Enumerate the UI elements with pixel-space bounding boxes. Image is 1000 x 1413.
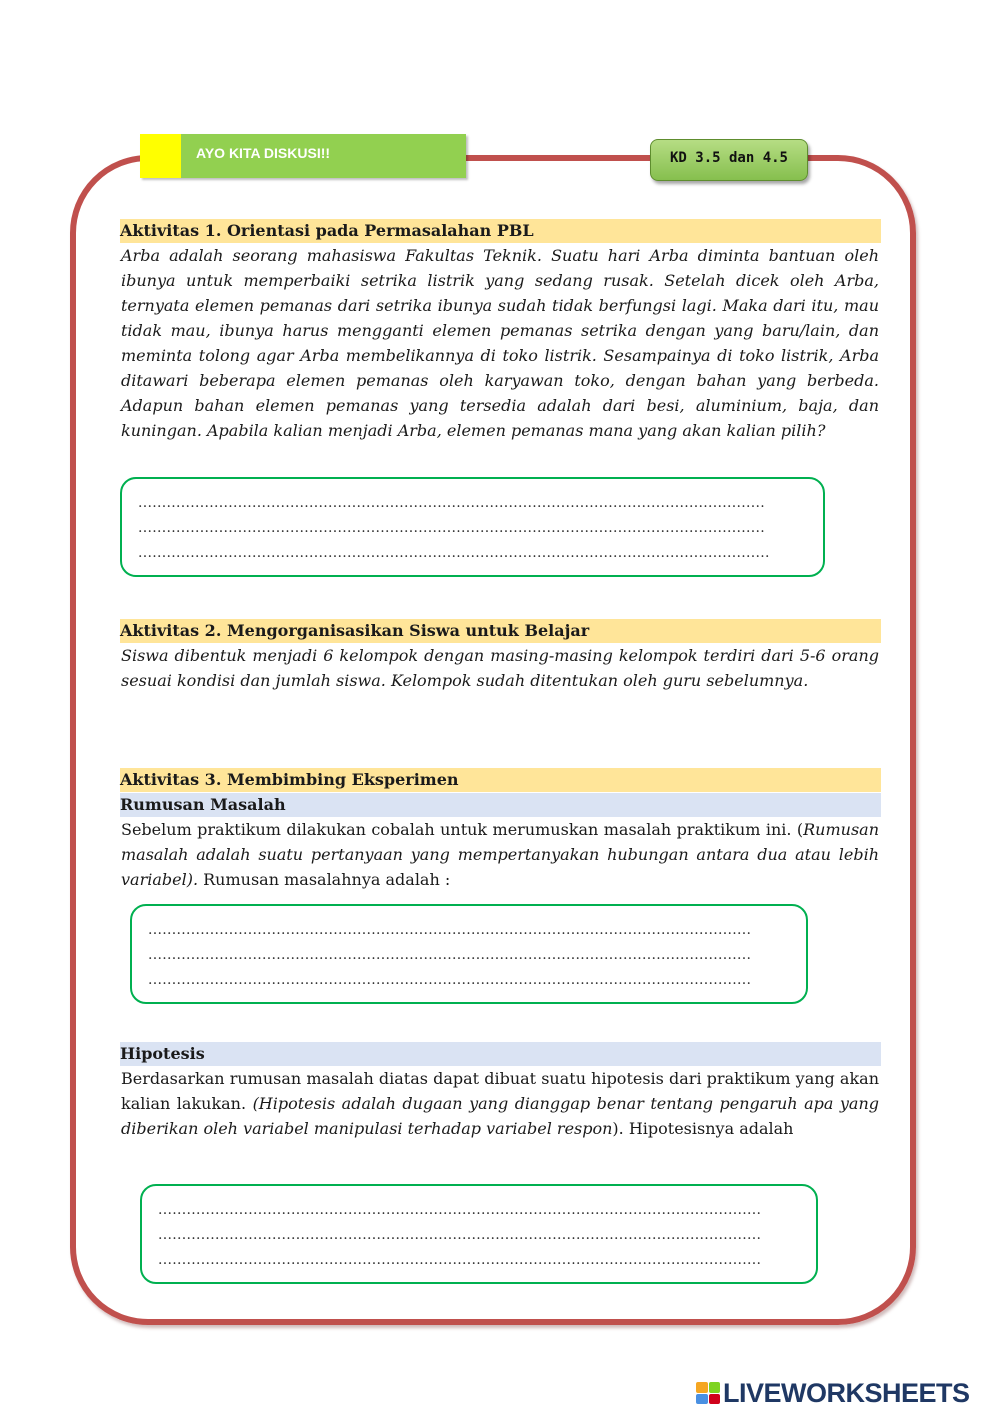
activity1-answer-box[interactable] — [120, 477, 825, 577]
kd-badge — [650, 139, 808, 181]
logo-square-icon — [709, 1394, 721, 1405]
answer-line[interactable]: ............................................................................................................................... — [158, 1252, 762, 1268]
hipotesis-text-italic: (Hipotesis adalah dugaan yang dianggap benar tentang pengaruh apa yang diberikan oleh variabel manipulasi terhadap variabel respon — [121, 1094, 879, 1138]
answer-line[interactable]: ............................................................................................................................... — [148, 922, 752, 938]
logo-square-icon — [696, 1394, 708, 1405]
answer-line[interactable]: .................................................................................................................................... — [138, 520, 766, 536]
discussion-tag-label: AYO KITA DISKUSI!! — [196, 145, 331, 161]
discussion-tag-accent — [140, 134, 181, 178]
answer-line[interactable]: ............................................................................................................................... — [158, 1202, 762, 1218]
discussion-tag — [140, 134, 466, 178]
liveworksheets-logo[interactable] — [696, 1378, 970, 1408]
hipotesis-text-intro: Berdasarkan rumusan masalah diatas dapat dibuat suatu hipotesis dari praktikum yang akan kalian lakukan. — [121, 1069, 879, 1113]
kd-badge-label: KD 3.5 dan 4.5 — [669, 150, 788, 166]
answer-line[interactable]: ............................................................................................................................... — [148, 947, 752, 963]
activity2-title: Aktivitas 2. Mengorganisasikan Siswa untuk Belajar — [120, 619, 881, 643]
rumusan-text-italic: Rumusan masalah adalah suatu pertanyaan yang mempertanyakan hubungan antara dua atau lebih variabel). — [121, 820, 879, 889]
liveworksheets-wordmark: LIVEWORKSHEETS — [723, 1377, 970, 1408]
activity1-title: Aktivitas 1. Orientasi pada Permasalahan PBL — [120, 219, 881, 243]
activity1-text: Arba adalah seorang mahasiswa Fakultas Teknik. Suatu hari Arba diminta bantuan oleh ibunya untuk memperbaiki setrika listrik yang sedang rusak. Setelah dicek oleh Arba, ternyata elemen pemanas dari setrika ibunya sudah tidak berfungsi lagi. Maka dari itu, mau tidak mau, ibunya harus mengganti elemen pemanas setrika dengan yang baru/lain, dan meminta tolong agar Arba membelikannya di toko listrik. Sesampainya di toko listrik, Arba ditawari beberapa elemen pemanas oleh karyawan toko, dengan bahan yang berbeda. Adapun bahan elemen pemanas yang tersedia adalah dari besi, aluminium, baja, dan kuningan. Apabila kalian menjadi Arba, elemen pemanas mana yang akan kalian pilih? — [121, 246, 879, 440]
hipotesis-text — [121, 1066, 879, 1141]
activity3-title: Aktivitas 3. Membimbing Eksperimen — [120, 768, 881, 792]
answer-line[interactable]: ............................................................................................................................... — [148, 972, 752, 988]
hipotesis-title: Hipotesis — [120, 1042, 881, 1066]
rumusan-text-end: Rumusan masalahnya adalah : — [198, 870, 451, 889]
rumusan-title: Rumusan Masalah — [120, 793, 881, 817]
answer-line[interactable]: ..................................................................................................................................... — [138, 545, 770, 561]
logo-square-icon — [696, 1382, 708, 1393]
answer-line[interactable]: ............................................................................................................................... — [158, 1227, 762, 1243]
answer-line[interactable]: .................................................................................................................................... — [138, 495, 766, 511]
rumusan-text — [121, 817, 879, 892]
rumusan-answer-box[interactable] — [130, 904, 808, 1004]
logo-square-icon — [709, 1382, 721, 1393]
rumusan-text-intro: Sebelum praktikum dilakukan cobalah untuk merumuskan masalah praktikum ini. ( — [121, 820, 804, 839]
hipotesis-text-end: ). Hipotesisnya adalah — [612, 1119, 794, 1138]
activity2-text: Siswa dibentuk menjadi 6 kelompok dengan masing-masing kelompok terdiri dari 5-6 orang sesuai kondisi dan jumlah siswa. Kelompok sudah ditentukan oleh guru sebelumnya. — [121, 646, 879, 690]
hipotesis-answer-box[interactable] — [140, 1184, 818, 1284]
liveworksheets-logo-icon — [696, 1382, 720, 1404]
